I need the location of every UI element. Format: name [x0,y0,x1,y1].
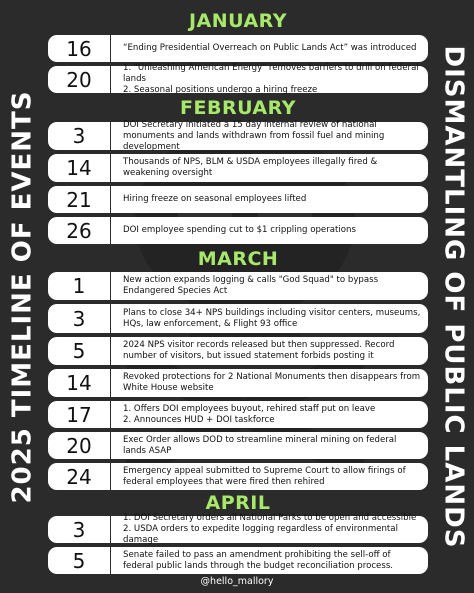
event-text: DOI Secretary initiated a 15 day internal review of national monuments and lands withdrawn from fossil fuel and mining development [123,119,385,152]
right-vertical-title [434,0,472,593]
event-row [48,217,428,244]
event-text: 2024 NPS visitor records released but then suppressed. Record number of visitors, but issued statement forbids posting it [123,340,395,361]
event-text: Emergency appeal submitted to Supreme Court to allow firings of federal employees that were fired then rehired [123,465,406,487]
event-day: 20 [48,66,111,93]
event-text: Hiring freeze on seasonal employees lifted [123,194,307,204]
event-text: Senate failed to pass an amendment prohibiting the sell-off of federal public lands through the budget reconciliation process. [123,549,394,571]
event-text: Revoked protections for 2 National Monuments then disappears from White House website [123,372,421,393]
event-text: 1. DOI Secretary orders all National Parks to be open and accessible 2. USDA orders to expedite logging regardless of environmental damage [123,513,417,545]
event-day: 1 [48,272,111,300]
event-text: 1. Offers DOI employees buyout, rehired staff put on leave 2. Announces HUD + DOI taskforce [123,403,376,425]
event-text: New action expands logging & calls "God Squad" to bypass Endangered Species Act [123,275,379,296]
month-heading-march: MARCH [197,248,279,270]
event-row [48,186,428,213]
left-vertical-title [4,0,42,593]
event-day: 20 [48,432,111,459]
event-day: 5 [48,337,111,365]
event-row [48,304,428,333]
event-text: Exec Order allows DOD to streamline mineral mining on federal lands ASAP [123,434,397,456]
event-text: 1. "Unleashing American Energy" removes barriers to drill on federal lands 2. Seasonal positions undergo a hiring freeze [123,63,419,95]
event-row [48,337,428,365]
event-row [48,513,428,545]
event-day: 3 [48,516,111,543]
event-day: 17 [48,401,111,428]
event-day: 26 [48,217,111,244]
event-row [48,432,428,459]
event-day: 3 [48,304,111,333]
event-day: 24 [48,463,111,490]
event-day: 14 [48,369,111,397]
event-row [48,401,428,428]
event-text: Plans to close 34+ NPS buildings including visitor centers, museums, HQs, law enforcement, & Flight 93 office [123,307,421,329]
event-row [48,35,428,62]
event-day: 3 [48,122,111,150]
event-row [48,463,428,490]
event-day: 21 [48,186,111,213]
event-day: 5 [48,547,111,574]
event-row [48,272,428,300]
event-day: 16 [48,35,111,62]
event-row [48,63,428,95]
month-heading-april: APRIL [205,492,271,514]
month-heading-january: JANUARY [188,10,288,32]
event-text: “Ending Presidential Overreach on Public Lands Act” was introduced [123,43,417,53]
dismantling-title: DISMANTLING OF PUBLIC LANDS [438,45,468,548]
event-row [48,547,428,574]
event-row [48,369,428,397]
event-day: 14 [48,154,111,182]
event-row [48,154,428,182]
event-text: DOI employee spending cut to $1 crippling operations [123,225,356,235]
author-handle: @hello_mallory [200,576,274,587]
month-heading-february: FEBRUARY [180,97,296,119]
timeline-title: 2025 TIMELINE OF EVENTS [8,89,38,504]
event-text: Thousands of NPS, BLM & USDA employees illegally fired & weakening oversight [123,157,378,178]
event-row [48,119,428,152]
